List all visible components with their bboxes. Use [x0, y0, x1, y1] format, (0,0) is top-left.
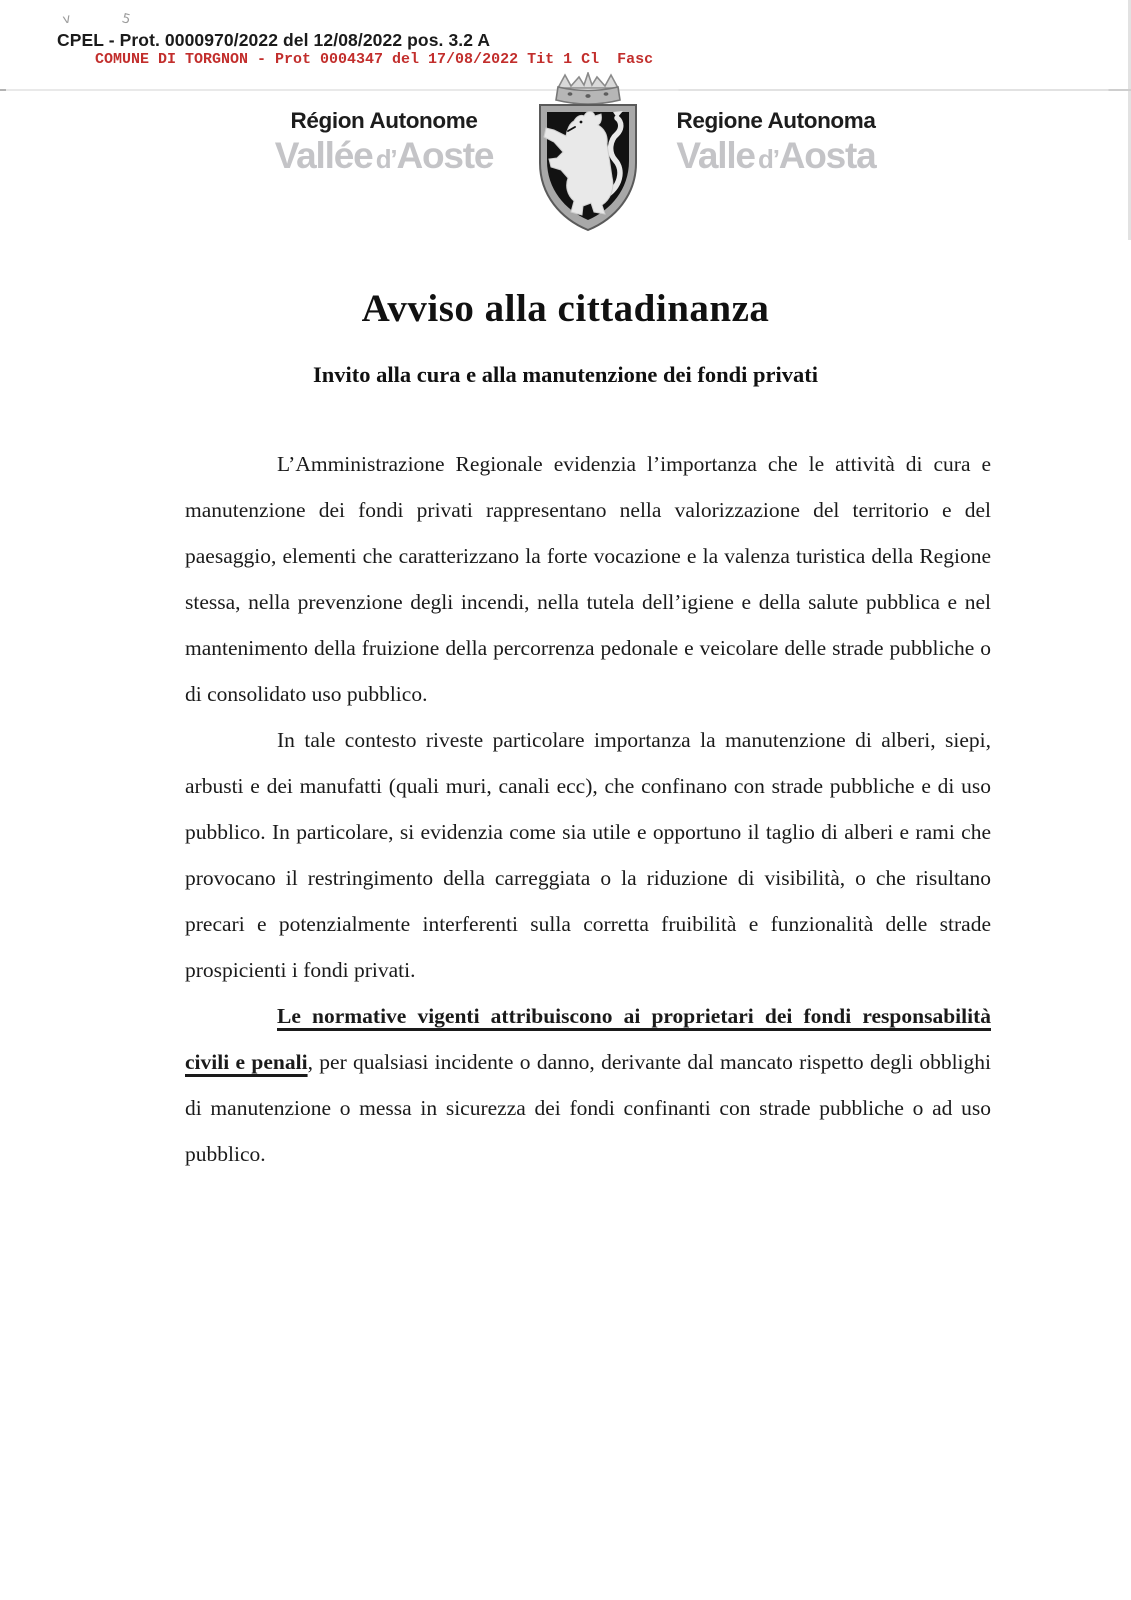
regione-autonoma-label: Regione Autonoma [676, 108, 876, 133]
wordmark-part: Vallée [274, 135, 373, 176]
header-french [248, 108, 520, 185]
paragraph-3-rest: , per qualsiasi incidente o danno, derivante dal mancato rispetto degli obblighi di manutenzione o messa in sicurezza dei fondi confinanti con strade pubbliche o ad uso pubblico. [185, 1050, 991, 1166]
pencil-mark: 5 [120, 11, 132, 28]
wordmark-part: Aosta [778, 135, 876, 176]
paragraph-3 [185, 993, 991, 1177]
notice-body [185, 441, 991, 1177]
vallee-d-aoste-wordmark [248, 135, 520, 185]
wordmark-part: d’ [758, 144, 779, 174]
paragraph-3-bold-lead: Le normative vigenti attribuiscono ai proprietari dei fondi responsabilità civili e penali [185, 1004, 991, 1074]
notice-title: Avviso alla cittadinanza [361, 287, 770, 330]
wordmark-part: d’ [375, 144, 397, 174]
wordmark-part: Valle [676, 135, 755, 176]
pencil-mark: v [61, 11, 73, 28]
valle-d-aosta-wordmark [642, 135, 910, 185]
notice-subtitle: Invito alla cura e alla manutenzione dei fondi privati [312, 362, 818, 387]
paragraph-1: L’Amministrazione Regionale evidenzia l’importanza che le attività di cura e manutenzione dei fondi privati rappresentano nella valorizzazione del territorio e del paesaggio, elementi che caratterizzano la forte vocazione e la valenza turistica della Regione stessa, nella prevenzione degli incendi, nella tutela dell’igiene e della salute pubblica e nel mantenimento della fruizione della percorrenza pedonale e veicolare delle strade pubbliche o di consolidato uso pubblico. [185, 452, 991, 706]
paragraph-2: In tale contesto riveste particolare importanza la manutenzione di alberi, siepi, arbusti e dei manufatti (quali muri, canali ecc), che confinano con strade pubbliche e di uso pubblico. In particolare, si evidenzia come sia utile e opportuno il taglio di alberi e rami che provocano il restringimento della carreggiata o la riduzione di visibilità, o che risultano precari e potenzialmente interferenti sulla corretta fruibilità e funzionalità delle strade prospicienti i fondi privati. [185, 728, 991, 982]
wordmark-part: Aoste [396, 135, 494, 176]
region-autonome-label: Région Autonome [290, 108, 478, 133]
comune-torgnon-protocol-stamp: COMUNE DI TORGNON - Prot 0004347 del 17/08/2022 Tit 1 Cl Fasc [95, 51, 654, 68]
crown-icon [556, 73, 620, 104]
coat-of-arms-icon [518, 72, 658, 234]
header-italian [642, 108, 910, 185]
cpel-protocol-stamp: CPEL - Prot. 0000970/2022 del 12/08/2022 pos. 3.2 A [57, 30, 491, 50]
